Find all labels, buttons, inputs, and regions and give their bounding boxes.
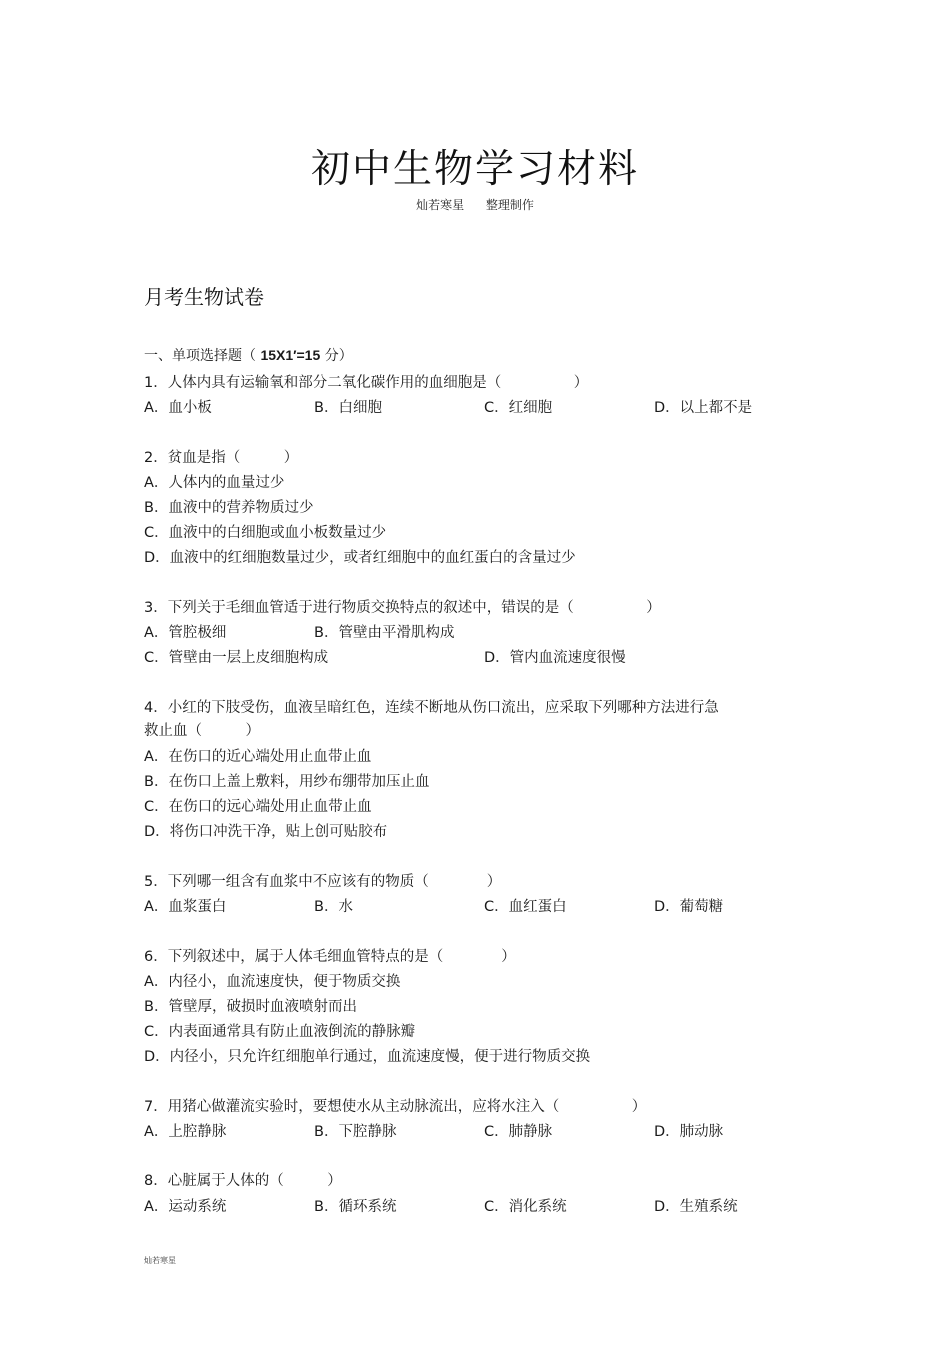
section-suffix: 分）	[324, 348, 353, 364]
question-1-option-d: D．以上都不是	[654, 400, 753, 416]
question-6-option-a: A．内径小，血流速度快，便于物质交换	[144, 974, 401, 990]
question-4-option-c: C．在伤口的远心端处用止血带止血	[144, 799, 372, 815]
question-4-stem-line-2: 救止血（ ）	[144, 723, 260, 739]
question-5-stem: 5．下列哪一组含有血浆中不应该有的物质（ ）	[144, 874, 502, 890]
question-5-option-d: D．葡萄糖	[654, 899, 724, 915]
page-footer: 灿若寒星	[144, 1256, 176, 1265]
page-subtitle: 灿若寒星 整理制作	[416, 198, 534, 212]
question-4-option-b: B．在伤口上盖上敷料，用纱布绷带加压止血	[144, 774, 430, 790]
question-5-option-a: A．血浆蛋白	[144, 899, 227, 915]
question-2-option-a: A．人体内的血量过少	[144, 475, 285, 491]
question-4-stem-line-1: 4．小红的下肢受伤，血液呈暗红色，连续不断地从伤口流出，应采取下列哪种方法进行急	[144, 700, 719, 716]
question-8-option-b: B．循环系统	[314, 1199, 397, 1215]
question-8-option-d: D．生殖系统	[654, 1199, 738, 1215]
section-heading	[144, 345, 353, 365]
question-6-option-c: C．内表面通常具有防止血液倒流的静脉瓣	[144, 1024, 416, 1040]
question-2-option-b: B．血液中的营养物质过少	[144, 500, 314, 516]
question-6-option-b: B．管壁厚，破损时血液喷射而出	[144, 999, 357, 1015]
question-7-option-a: A．上腔静脉	[144, 1124, 227, 1140]
question-3-option-b: B．管壁由平滑肌构成	[314, 625, 455, 641]
question-8-option-a: A．运动系统	[144, 1199, 227, 1215]
question-2-stem: 2．贫血是指（ ）	[144, 450, 299, 466]
question-7-option-c: C．肺静脉	[484, 1124, 553, 1140]
question-2-option-d: D．血液中的红细胞数量过少，或者红细胞中的血红蛋白的含量过少	[144, 550, 576, 566]
question-7-stem: 7．用猪心做灌流实验时，要想使水从主动脉流出，应将水注入（ ）	[144, 1099, 647, 1115]
question-3-option-d: D．管内血流速度很慢	[484, 650, 626, 666]
exam-title: 月考生物试卷	[144, 285, 264, 309]
question-6-stem: 6．下列叙述中，属于人体毛细血管特点的是（ ）	[144, 949, 516, 965]
question-1-stem: 1．人体内具有运输氧和部分二氧化碳作用的血细胞是（ ）	[144, 375, 589, 391]
question-1-option-a: A．血小板	[144, 400, 212, 416]
question-2-option-c: C．血液中的白细胞或血小板数量过少	[144, 525, 387, 541]
question-3-stem: 3．下列关于毛细血管适于进行物质交换特点的叙述中，错误的是（ ）	[144, 600, 661, 616]
question-6-option-d: D．内径小，只允许红细胞单行通过，血流速度慢，便于进行物质交换	[144, 1049, 591, 1065]
question-8-stem: 8．心脏属于人体的（ ）	[144, 1173, 342, 1189]
question-7-option-b: B．下腔静脉	[314, 1124, 397, 1140]
question-3-option-c: C．管壁由一层上皮细胞构成	[144, 650, 329, 666]
section-score: 15X1′=15	[260, 347, 321, 363]
question-4-option-a: A．在伤口的近心端处用止血带止血	[144, 749, 372, 765]
question-1-option-b: B．白细胞	[314, 400, 382, 416]
question-5-option-c: C．血红蛋白	[484, 899, 567, 915]
section-prefix: 一、单项选择题（	[144, 348, 256, 364]
question-5-option-b: B．水	[314, 899, 353, 915]
question-7-option-d: D．肺动脉	[654, 1124, 724, 1140]
question-1-option-c: C．红细胞	[484, 400, 553, 416]
question-8-option-c: C．消化系统	[484, 1199, 567, 1215]
page-title: 初中生物学习材料	[310, 147, 639, 192]
question-4-option-d: D．将伤口冲洗干净，贴上创可贴胶布	[144, 824, 388, 840]
question-3-option-a: A．管腔极细	[144, 625, 227, 641]
